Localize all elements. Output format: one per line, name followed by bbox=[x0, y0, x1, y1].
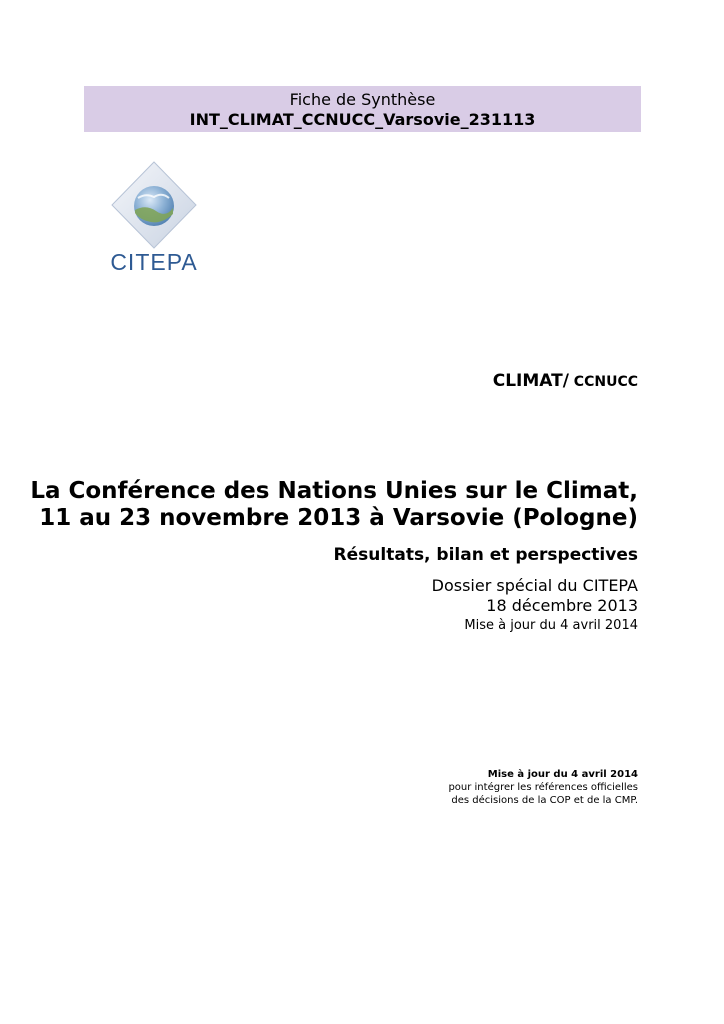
header-banner bbox=[84, 86, 641, 132]
update-note-line2: pour intégrer les références officielles bbox=[448, 782, 638, 793]
dossier-label: Dossier spécial du CITEPA bbox=[431, 576, 638, 595]
document-subtitle: Résultats, bilan et perspectives bbox=[333, 545, 638, 565]
section-main: CLIMAT/ bbox=[492, 371, 569, 391]
publication-date: 18 décembre 2013 bbox=[486, 596, 638, 615]
header-label: Fiche de Synthèse bbox=[289, 90, 436, 109]
document-title-line1: La Conférence des Nations Unies sur le Climat, bbox=[30, 478, 638, 504]
update-note-line3: des décisions de la COP et de la CMP. bbox=[451, 795, 638, 806]
header-code: INT_CLIMAT_CCNUCC_Varsovie_231113 bbox=[189, 110, 536, 129]
update-date: Mise à jour du 4 avril 2014 bbox=[464, 618, 638, 633]
document-title-line2: 11 au 23 novembre 2013 à Varsovie (Pologne) bbox=[39, 505, 638, 531]
logo-text: CITEPA bbox=[110, 249, 198, 275]
update-note-line1: Mise à jour du 4 avril 2014 bbox=[487, 769, 638, 780]
section-sub: CCNUCC bbox=[568, 374, 638, 390]
citepa-logo bbox=[96, 160, 216, 275]
section-label bbox=[493, 371, 638, 391]
